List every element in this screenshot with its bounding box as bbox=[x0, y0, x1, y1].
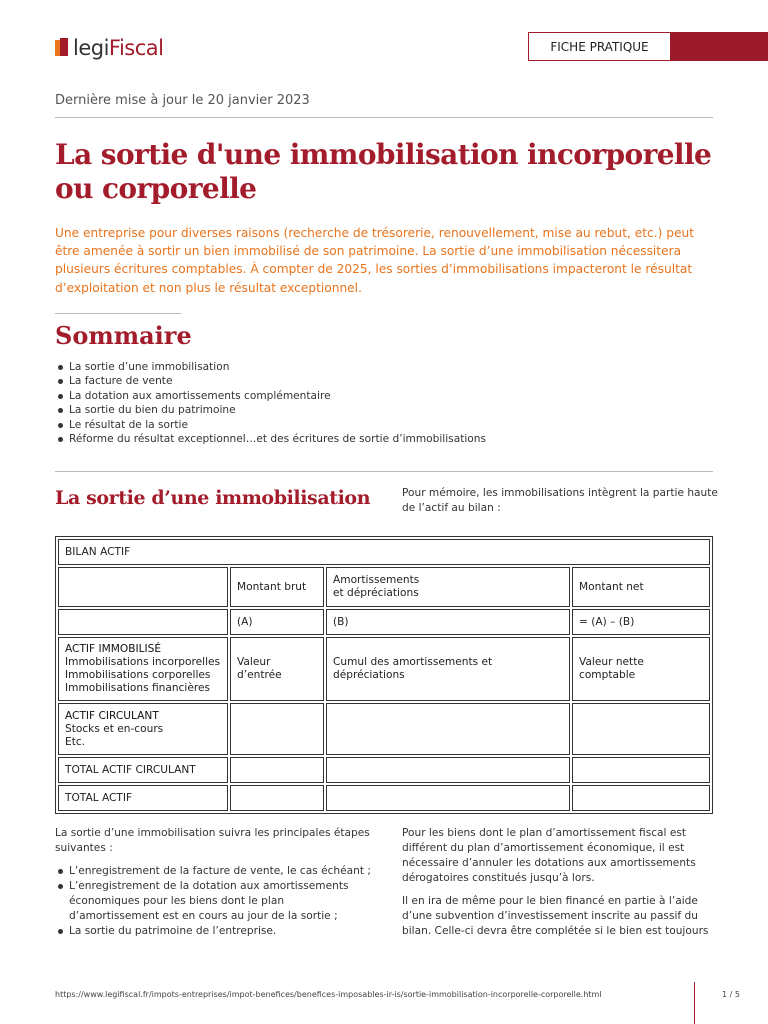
table-header: Montant brut bbox=[230, 567, 324, 607]
table-cell bbox=[572, 757, 710, 783]
logo-text: legiFiscal bbox=[73, 36, 164, 60]
table-header: Amortissements et dépréciations bbox=[326, 567, 570, 607]
paragraph: Il en ira de même pour le bien financé en partie à l’aide d’une subvention d’investissement inscrite au passif du bilan. Celle-ci devra être complétée si le bien est toujours bbox=[402, 895, 709, 937]
divider bbox=[55, 471, 713, 472]
header-accent-bar bbox=[670, 32, 768, 61]
logo[interactable] bbox=[55, 35, 164, 61]
table-cell: (B) bbox=[326, 609, 570, 635]
sommaire-item[interactable]: La facture de vente bbox=[55, 374, 486, 388]
table-cell bbox=[326, 785, 570, 811]
sommaire-item[interactable]: La dotation aux amortissements complémentaire bbox=[55, 389, 486, 403]
sommaire-item[interactable]: Réforme du résultat exceptionnel…et des écritures de sortie d’immobilisations bbox=[55, 432, 486, 446]
table-cell bbox=[326, 703, 570, 755]
row-label-total-actif: TOTAL ACTIF bbox=[58, 785, 228, 811]
table-cell bbox=[572, 703, 710, 755]
steps-intro: La sortie d’une immobilisation suivra les principales étapes suivantes : bbox=[55, 827, 370, 854]
table-cell: = (A) – (B) bbox=[572, 609, 710, 635]
left-column bbox=[55, 826, 375, 939]
table-cell: (A) bbox=[230, 609, 324, 635]
footer-url[interactable]: https://www.legifiscal.fr/impots-entreprises/impot-benefices/benefices-imposables-ir-is/sortie-immobilisation-incorporelle-corporelle.html bbox=[55, 990, 602, 999]
row-label-actif-circulant: ACTIF CIRCULANT Stocks et en-cours Etc. bbox=[58, 703, 228, 755]
footer-divider bbox=[694, 982, 695, 1024]
table-cell: Cumul des amortissements et dépréciations bbox=[326, 637, 570, 701]
sommaire-item[interactable]: La sortie du bien du patrimoine bbox=[55, 403, 486, 417]
memo-paragraph: Pour mémoire, les immobilisations intègrent la partie haute de l’actif au bilan : bbox=[402, 487, 718, 514]
last-updated: Dernière mise à jour le 20 janvier 2023 bbox=[55, 93, 310, 108]
logo-mark-icon bbox=[55, 38, 69, 58]
sommaire-item[interactable]: La sortie d’une immobilisation bbox=[55, 360, 486, 374]
table-cell bbox=[58, 609, 228, 635]
row-label-total-circulant: TOTAL ACTIF CIRCULANT bbox=[58, 757, 228, 783]
table-cell: Valeur d’entrée bbox=[230, 637, 324, 701]
list-item: L’enregistrement de la dotation aux amortissements économiques pour les biens dont le plan d’amortissement est en cours au jour de la sortie ; bbox=[55, 879, 375, 924]
page-number: 1 / 5 bbox=[722, 990, 740, 999]
row-label-actif-immobilise: ACTIF IMMOBILISÉ Immobilisations incorporelles Immobilisations corporelles Immobilisations financières bbox=[58, 637, 228, 701]
page-title: La sortie d'une immobilisation incorporelle ou corporelle bbox=[55, 138, 712, 205]
table-cell bbox=[326, 757, 570, 783]
sommaire-list bbox=[55, 360, 486, 446]
sommaire-item[interactable]: Le résultat de la sortie bbox=[55, 418, 486, 432]
divider bbox=[55, 313, 181, 314]
table-cell bbox=[230, 757, 324, 783]
table-header: Montant net bbox=[572, 567, 710, 607]
list-item: La sortie du patrimoine de l’entreprise. bbox=[55, 924, 375, 939]
table-corner bbox=[58, 567, 228, 607]
table-cell bbox=[230, 785, 324, 811]
intro-paragraph: Une entreprise pour diverses raisons (recherche de trésorerie, renouvellement, mise au rebut, etc.) peut être amenée à sortir un bien immobilisé de son patrimoine. La sortie d’une immobilisation nécessitera plusieurs écritures comptables. À compter de 2025, les sorties d’immobilisations impacteront le résultat d’exploitation et non plus le résultat exceptionnel. bbox=[55, 226, 694, 295]
table-cell: Valeur nette comptable bbox=[572, 637, 710, 701]
bilan-actif-table bbox=[55, 536, 713, 814]
right-column bbox=[402, 826, 714, 947]
sommaire-heading: Sommaire bbox=[55, 321, 192, 350]
fiche-pratique-badge: FICHE PRATIQUE bbox=[528, 32, 671, 61]
list-item: L’enregistrement de la facture de vente, le cas échéant ; bbox=[55, 864, 375, 879]
divider bbox=[55, 117, 713, 118]
table-cell bbox=[572, 785, 710, 811]
steps-list bbox=[55, 864, 375, 939]
table-title: BILAN ACTIF bbox=[58, 539, 710, 565]
section-heading: La sortie d’une immobilisation bbox=[55, 487, 371, 509]
paragraph: Pour les biens dont le plan d’amortissement fiscal est différent du plan d’amortissement économique, il est nécessaire d’annuler les dotations aux amortissements dérogatoires constitués jusqu’à lors. bbox=[402, 827, 696, 884]
table-cell bbox=[230, 703, 324, 755]
